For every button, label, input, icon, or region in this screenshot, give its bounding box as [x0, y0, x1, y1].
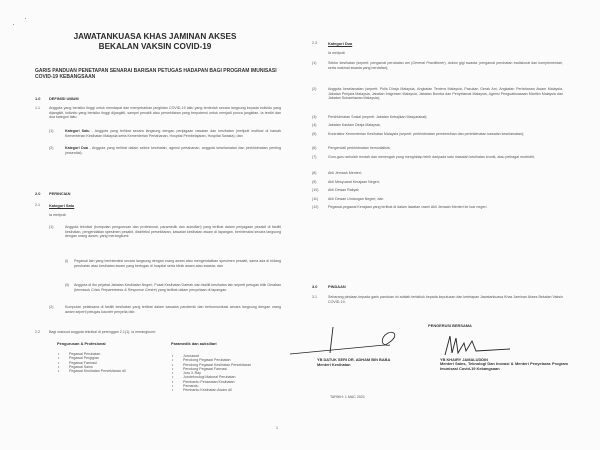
- date-line: [330, 395, 365, 400]
- document-title: [40, 32, 270, 52]
- item-text-a: Ahli Mesyuarat Kerajaan Negeri;: [328, 180, 380, 184]
- category-2-item-num: (8): [312, 171, 317, 175]
- category-2-item-text: [328, 180, 563, 185]
- cat-1-num: (1): [49, 129, 54, 133]
- category-2-item-num: (10): [312, 188, 319, 192]
- category-2-item-text: [328, 132, 563, 137]
- para-2-1-heading: Kategori Satu: [49, 203, 75, 208]
- sub-ii-italic: Crisis Preparedness & Response Centre: [90, 287, 156, 292]
- section-2-heading: PERINCIAN: [49, 191, 71, 196]
- item-2-1-1-num: (1): [49, 225, 54, 229]
- category-2-item-num: (3): [312, 115, 317, 119]
- signature-2-icon: [440, 333, 515, 358]
- category-2-item-num: (2): [312, 87, 317, 91]
- list-item: • Pegawai Perubatan: [57, 352, 162, 356]
- cat-2-def: [65, 146, 281, 155]
- section-1-num: 1.0: [35, 96, 41, 101]
- item-text-a: Jabatan Kastam Diraja Malaysia;: [328, 123, 381, 127]
- para-2-3-intro: Ia meliputi:: [328, 51, 346, 55]
- scan-speck: [13, 24, 14, 25]
- para-2-2-num: 2.2: [35, 330, 40, 334]
- signer-1-name: YB DATUK SERI DR. ADHAM BIN BABA: [317, 357, 391, 362]
- para-1-1-num: 1.1: [35, 106, 40, 110]
- sub-i-num: (i): [65, 259, 69, 263]
- item-2-1-1-text: Anggota teknikal (kumpulan pengurusan dan profesional, paramedik dan auksiliari) yang terlibat dalam penjagaan pesakit di fasiliti kesihatan, pengendalian spesimen pesakit, disinfeksi persekitaran, kawalan kesihatan awam di lapangan, berinteraksi secara langsung dengan orang awam, yang merangkumi:: [65, 225, 281, 239]
- cat-1-text: - Anggota yang terlibat secara langsung dengan penjagaan rawatan dan kesihatan (meliputi institusi di bawah Kementerian Kesihatan Malaysia serta Kementerian Pertahanan, Hospital Pembelajaran, Hospital Swasta); dan: [65, 129, 281, 138]
- item-text-a: Pegawai-pegawai Kerajaan yang terlibat di dalam lawatan rasmi Ahli Jemaah Menteri ke luar negeri.: [328, 205, 488, 209]
- category-2-item-text: [328, 61, 563, 70]
- item-2-1-2-num: (2): [49, 305, 54, 309]
- category-2-item-text: [328, 171, 563, 176]
- sub-ii-text-b: ) yang terlibat dalam penyeliaan di lapangan.: [155, 287, 228, 292]
- category-2-item-text: [328, 87, 563, 101]
- para-2-3-num: 2.3: [312, 41, 317, 45]
- title-line-2: BEKALAN VAKSIN COVID-19: [98, 42, 212, 51]
- category-2-item-text: [328, 146, 563, 151]
- item-text-a: Ahli Dewan Rakyat;: [328, 188, 360, 192]
- category-2-item-num: (11): [312, 197, 319, 201]
- section-1-heading: DEFINISI UMUM: [49, 96, 79, 101]
- category-2-item-text: [328, 155, 563, 160]
- category-2-item-num: (6): [312, 146, 317, 150]
- page-number: 1: [276, 426, 278, 430]
- category-2-item-text: [328, 123, 563, 128]
- para-2-1-num: 2.1: [35, 203, 40, 207]
- cat-2-label: Kategori Dua: [65, 146, 88, 150]
- list-item: • Pegawai Sains: [57, 365, 162, 369]
- col-2-list: [171, 354, 279, 393]
- item-text-a: Ahli Dewan Undangan Negeri; dan: [328, 197, 384, 201]
- para-2-2-text: Bagi maksud anggota teknikal di perenggan 2.1(1), ia merangkumi:: [49, 330, 156, 334]
- col-2-heading: Paramedik dan auksiliari: [171, 341, 217, 346]
- title-line-1: JAWATANKUASA KHAS JAMINAN AKSES: [73, 32, 237, 41]
- list-item: • Pegawai Kesihatan Persekitaran dll: [57, 369, 162, 373]
- col-1-list: [57, 352, 162, 373]
- category-2-item-text: [328, 115, 563, 120]
- category-2-item-num: (7): [312, 155, 317, 159]
- category-2-item-num: (5): [312, 132, 317, 136]
- list-item: • Pemandu: [171, 384, 279, 388]
- date-label: TARIKH:: [330, 395, 344, 399]
- cat-2-num: (2): [49, 146, 54, 150]
- category-2-item-text: [328, 188, 563, 193]
- para-3-1-num: 3.1: [312, 295, 317, 299]
- date-value: 1 MAC 2021: [344, 395, 365, 399]
- cat-1-label: Kategori Satu: [65, 129, 90, 133]
- document-page-2: [300, 0, 600, 450]
- para-2-3-heading: Kategori Dua: [328, 41, 353, 46]
- category-2-item-num: (1): [312, 61, 317, 65]
- list-item: • Penolong Pegawai Farmasi: [171, 367, 279, 371]
- category-2-item-text: [328, 205, 563, 210]
- sub-ii-num: (ii): [65, 283, 69, 287]
- sub-i-text: Pegawai lain yang berinteraksi secara langsung dengan orang awam atau mengendalikan spesimen pesakit, sama ada di bidang perubatan atau kesihatan awam yang bertugas di hospital serta klinik awam atau swasta; dan: [74, 259, 281, 268]
- list-item: • Juru X-Ray: [171, 371, 279, 375]
- para-3-1-text: Sebarang pindaan kepada garis panduan ini adalah tertakluk kepada keputusan dan ketetapan Jawatankuasa Khas Jaminan Akses Bekalan Vaksin COVID-19.: [328, 295, 563, 304]
- item-text-a: Ahli Jemaah Menteri;: [328, 171, 362, 175]
- col-1-heading: Pengurusan & Profesional: [57, 341, 106, 346]
- signer-2-name: YB KHAIRY JAMALUDDIN: [440, 357, 488, 362]
- category-2-item-num: (9): [312, 180, 317, 184]
- scan-speck: [25, 18, 26, 19]
- category-2-item-text: [328, 197, 563, 202]
- category-2-item-num: (12): [312, 205, 319, 209]
- list-item: • Jururawat: [171, 354, 279, 358]
- cat-1-def: [65, 129, 281, 138]
- item-text-a: Pengendali perkhidmatan hemodialisis;: [328, 146, 391, 150]
- sub-ii-text-a: Anggota di ibu pejabat Jabatan Kesihatan Negeri, Pusat Kesihatan Daerah dan fasiliti kesihatan lain seperti petugas bilik Gerakan (termasuk: [74, 283, 281, 292]
- item-text-b: ), doktor gigi swasta, pengamal perubatan tradisional dan komplementari, serta makmal swasta yang berdaftar);: [328, 61, 563, 70]
- section-2-num: 2.0: [35, 191, 41, 196]
- item-text-a: Perkhidmatan Sosial (seperti: Jabatan Kebajikan Masyarakat);: [328, 115, 428, 119]
- para-2-1-intro: Ia meliputi:: [49, 213, 67, 217]
- list-item: • Penolong Pegawai Perubatan: [171, 358, 279, 362]
- list-item: • Pembantu Kesihatan Awam dll: [171, 388, 279, 392]
- list-item: • Pegawai Farmasi: [57, 361, 162, 365]
- item-text-a: Guru-guru sekolah rendah dan menengah yang menghidap lebih daripada satu masalah kesihatan kronik, atau pelbagai morbiditi;: [328, 155, 535, 159]
- signature-1-icon: [290, 325, 405, 355]
- item-italic: General Practitioner: [412, 61, 445, 65]
- signer-1-title: Menteri Kesihatan: [317, 362, 351, 367]
- category-2-item-num: (4): [312, 123, 317, 127]
- document-subtitle: GARIS PANDUAN PENETAPAN SENARAI BARISAN PETUGAS HADAPAN BAGI PROGRAM IMUNISASI COVID-19 KEBANGSAAN: [35, 68, 277, 81]
- section-3-heading: PINDAAN: [328, 284, 346, 289]
- co-chairs-heading: PENGERUSI BERSAMA: [428, 323, 472, 328]
- cat-2-text: - Anggota yang terlibat dalam sektor kesihatan, agensi pertahanan, anggota keselamatan dan perkhidmatan penting (essential).: [65, 146, 281, 155]
- section-3-num: 3.0: [312, 284, 318, 289]
- sub-ii-text: [74, 283, 281, 292]
- list-item: • Pembantu Perawatan Kesihatan: [171, 380, 279, 384]
- item-2-1-2-text: Kumpulan pelaksana di fasiliti kesihatan yang terlibat dalam kawalan pandemik dan berkomunikasi secara langsung dengan orang awam seperti petugas kaunter penyelia dsb.: [65, 305, 281, 314]
- signer-2-title: Menteri Sains, Teknologi Dan Inovasi & Menteri Penyelaras Program Imunisasi Covid-19 Kebangsaan: [440, 361, 568, 371]
- para-1-1-text: Anggota yang berisiko tinggi untuk mendapat dan menyebarkan jangkitan COVID-19 iaitu yang terdedah secara langsung kepada individu yang dijangkiti, individu yang berisiko tinggi dijangkiti, sampel pesakit atau persekitaran yang berpotensi untuk menjadi punca jangkitan. Ia terdiri dan dua kategori iaitu:: [49, 106, 281, 120]
- list-item: • Pegawai Pergigian: [57, 356, 162, 360]
- list-item: • Juruteknologi Makmal Perubatan: [171, 375, 279, 379]
- item-text-a: Sektor kesihatan (seperti: pengamal perubatan am (: [328, 61, 413, 65]
- list-item: • Penolong Pegawai Kesihatan Persekitaran: [171, 363, 279, 367]
- item-text-a: Kontraktor Kementerian Kesihatan Malaysia (seperti: perkhidmatan pembersihan dan perkhidmatan kawalan keselamatan);: [328, 132, 525, 136]
- item-text-a: Anggota keselamatan (seperti: Polis Diraja Malaysia, Angkatan Tentera Malaysia, Pasukan Gerak Am, Angkatan Pertahanan Awam Malaysia, Jabatan Penjara Malaysia, Jabatan Imigresen Malaysia, Jabatan Bomba dan Penyelamat Malaysia, Agensi Penguatkuasaan Maritim Malaysia dan Jabatan Sukarelawan Malaysia);: [328, 87, 563, 101]
